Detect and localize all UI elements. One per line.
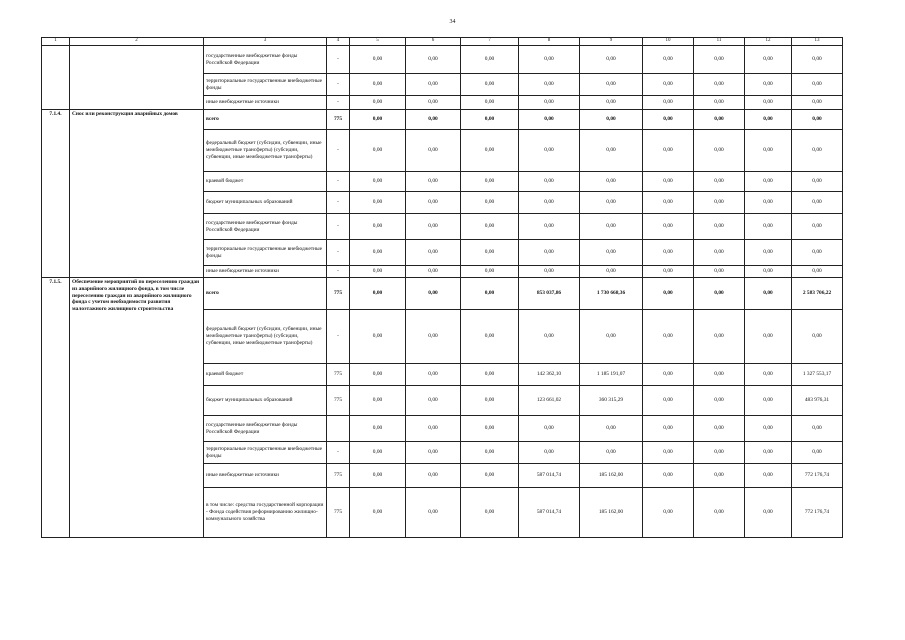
code-cell: - (327, 214, 350, 240)
amount-cell: 0,00 (694, 74, 745, 96)
amount-cell: 0,00 (694, 464, 745, 488)
amount-cell: 0,00 (745, 192, 792, 214)
amount-cell: 142 362,10 (519, 364, 580, 386)
amount-cell: 0,00 (406, 96, 461, 110)
amount-cell: 0,00 (406, 192, 461, 214)
amount-cell: 0,00 (461, 386, 519, 416)
amount-cell: 0,00 (519, 130, 580, 172)
amount-cell: 0,00 (350, 46, 406, 74)
table-row (42, 110, 843, 130)
measure-name: Снос или реконструкция аварийных домов (70, 110, 204, 278)
amount-cell: 0,00 (461, 416, 519, 442)
code-cell: - (327, 172, 350, 192)
amount-cell: 0,00 (461, 278, 519, 310)
funding-source: иные внебюджетные источники (204, 96, 327, 110)
funding-source: всего (204, 110, 327, 130)
funding-source: бюджет муниципальных образований (204, 386, 327, 416)
amount-cell: 0,00 (694, 310, 745, 364)
amount-cell: 0,00 (350, 240, 406, 266)
amount-cell: 0,00 (792, 46, 843, 74)
amount-cell: 0,00 (694, 278, 745, 310)
amount-cell: 0,00 (745, 278, 792, 310)
amount-cell: 0,00 (745, 74, 792, 96)
funding-source: в том числе: средства государственной корпорации - Фонда содействия реформированию жилищно-коммунального хозяйства (204, 488, 327, 538)
amount-cell: 0,00 (461, 214, 519, 240)
amount-cell: 0,00 (694, 364, 745, 386)
table-row (42, 46, 843, 74)
funding-source: территориальные государственные внебюджетные фонды (204, 240, 327, 266)
amount-cell: 0,00 (745, 310, 792, 364)
column-number: 7 (461, 38, 519, 46)
funding-source: государственные внебюджетные фонды Российской Федерации (204, 214, 327, 240)
amount-cell: 0,00 (350, 172, 406, 192)
amount-cell: 0,00 (694, 192, 745, 214)
amount-cell: 1 185 191,07 (580, 364, 643, 386)
amount-cell: 0,00 (792, 240, 843, 266)
column-number: 1 (42, 38, 70, 46)
amount-cell: 0,00 (792, 172, 843, 192)
amount-cell: 0,00 (745, 130, 792, 172)
amount-cell: 0,00 (406, 240, 461, 266)
amount-cell: 0,00 (694, 46, 745, 74)
amount-cell: 0,00 (350, 74, 406, 96)
amount-cell: 0,00 (643, 464, 694, 488)
funding-source: территориальные государственные внебюджетные фонды (204, 442, 327, 464)
column-number: 2 (70, 38, 204, 46)
amount-cell: 0,00 (694, 240, 745, 266)
column-number-row (42, 38, 843, 46)
code-cell: 775 (327, 464, 350, 488)
amount-cell: 0,00 (406, 364, 461, 386)
code-cell: - (327, 442, 350, 464)
code-cell: 775 (327, 488, 350, 538)
amount-cell: 0,00 (694, 488, 745, 538)
amount-cell: 0,00 (580, 130, 643, 172)
row-code (42, 46, 70, 110)
column-number: 6 (406, 38, 461, 46)
amount-cell: 0,00 (519, 416, 580, 442)
amount-cell: 0,00 (580, 240, 643, 266)
code-cell: - (327, 266, 350, 278)
amount-cell: 0,00 (519, 442, 580, 464)
amount-cell: 0,00 (519, 110, 580, 130)
amount-cell: 0,00 (580, 442, 643, 464)
amount-cell: 0,00 (350, 488, 406, 538)
amount-cell: 0,00 (745, 416, 792, 442)
amount-cell: 0,00 (643, 364, 694, 386)
amount-cell: 0,00 (580, 110, 643, 130)
column-number: 13 (792, 38, 843, 46)
amount-cell: 0,00 (406, 278, 461, 310)
amount-cell: 0,00 (643, 130, 694, 172)
code-cell: - (327, 240, 350, 266)
amount-cell: 0,00 (406, 110, 461, 130)
table-row (42, 278, 843, 310)
amount-cell: 0,00 (350, 214, 406, 240)
code-cell: 775 (327, 364, 350, 386)
amount-cell: 0,00 (643, 310, 694, 364)
amount-cell: 0,00 (461, 442, 519, 464)
amount-cell: 0,00 (745, 96, 792, 110)
amount-cell: 0,00 (519, 240, 580, 266)
amount-cell: 0,00 (350, 110, 406, 130)
amount-cell: 0,00 (694, 386, 745, 416)
amount-cell: 0,00 (694, 96, 745, 110)
funding-source: всего (204, 278, 327, 310)
amount-cell: 0,00 (745, 386, 792, 416)
amount-cell: 0,00 (694, 266, 745, 278)
row-code: 7.1.4. (42, 110, 70, 278)
amount-cell: 0,00 (792, 96, 843, 110)
amount-cell: 0,00 (643, 46, 694, 74)
amount-cell: 0,00 (580, 96, 643, 110)
amount-cell: 0,00 (792, 266, 843, 278)
amount-cell: 0,00 (461, 130, 519, 172)
amount-cell: 0,00 (350, 266, 406, 278)
amount-cell: 0,00 (745, 46, 792, 74)
amount-cell: 772 176,74 (792, 488, 843, 538)
amount-cell: 0,00 (350, 96, 406, 110)
amount-cell: 0,00 (350, 464, 406, 488)
amount-cell: 0,00 (406, 464, 461, 488)
column-number: 11 (694, 38, 745, 46)
code-cell: - (327, 46, 350, 74)
amount-cell: 2 583 706,22 (792, 278, 843, 310)
amount-cell: 0,00 (792, 416, 843, 442)
amount-cell: 0,00 (745, 488, 792, 538)
amount-cell: 0,00 (643, 488, 694, 538)
amount-cell: 0,00 (792, 130, 843, 172)
funding-source: государственные внебюджетные фонды Российской Федерации (204, 46, 327, 74)
amount-cell: 587 014,74 (519, 464, 580, 488)
column-number: 4 (327, 38, 350, 46)
funding-source: иные внебюджетные источники (204, 464, 327, 488)
code-cell: 775 (327, 278, 350, 310)
amount-cell: 0,00 (350, 310, 406, 364)
amount-cell: 0,00 (580, 266, 643, 278)
amount-cell: 0,00 (406, 442, 461, 464)
amount-cell: 0,00 (643, 96, 694, 110)
amount-cell: 0,00 (643, 192, 694, 214)
amount-cell: 0,00 (406, 130, 461, 172)
amount-cell: 772 176,74 (792, 464, 843, 488)
column-number: 9 (580, 38, 643, 46)
code-cell: - (327, 96, 350, 110)
amount-cell: 0,00 (350, 130, 406, 172)
amount-cell: 0,00 (745, 240, 792, 266)
amount-cell: 0,00 (519, 74, 580, 96)
amount-cell: 0,00 (694, 416, 745, 442)
amount-cell: 185 162,00 (580, 488, 643, 538)
amount-cell: 0,00 (519, 46, 580, 74)
amount-cell: 0,00 (745, 172, 792, 192)
amount-cell: 0,00 (643, 416, 694, 442)
measure-name: Обеспечение мероприятий по переселению граждан из аварийного жилищного фонда, в том числе переселению граждан из аварийного жилищного фонда с учетом необходимости развития малоэтажного жилищного строительства (70, 278, 204, 538)
amount-cell: 0,00 (694, 172, 745, 192)
amount-cell: 0,00 (745, 110, 792, 130)
code-cell (327, 416, 350, 442)
funding-source: краевой бюджет (204, 364, 327, 386)
amount-cell: 0,00 (580, 46, 643, 74)
amount-cell: 0,00 (461, 46, 519, 74)
amount-cell: 0,00 (643, 266, 694, 278)
amount-cell: 587 014,74 (519, 488, 580, 538)
code-cell: - (327, 74, 350, 96)
code-cell: 775 (327, 110, 350, 130)
amount-cell: 0,00 (745, 266, 792, 278)
amount-cell: 0,00 (461, 240, 519, 266)
funding-source: федеральный бюджет (субсидии, субвенции, иные межбюджетные трансферты) (субсидии, субвенции, иные межбюджетные трансферты) (204, 310, 327, 364)
funding-source: бюджет муниципальных образований (204, 192, 327, 214)
amount-cell: 0,00 (519, 96, 580, 110)
amount-cell: 0,00 (643, 74, 694, 96)
amount-cell: 0,00 (350, 192, 406, 214)
amount-cell: 0,00 (406, 488, 461, 538)
amount-cell: 1 327 553,17 (792, 364, 843, 386)
amount-cell: 185 162,00 (580, 464, 643, 488)
amount-cell: 0,00 (519, 266, 580, 278)
amount-cell: 0,00 (745, 364, 792, 386)
funding-source: государственные внебюджетные фонды Российской Федерации (204, 416, 327, 442)
amount-cell: 0,00 (643, 240, 694, 266)
amount-cell: 0,00 (461, 192, 519, 214)
amount-cell: 0,00 (461, 464, 519, 488)
amount-cell: 0,00 (694, 442, 745, 464)
amount-cell: 0,00 (350, 278, 406, 310)
amount-cell: 0,00 (643, 278, 694, 310)
amount-cell: 0,00 (745, 214, 792, 240)
amount-cell: 0,00 (643, 110, 694, 130)
code-cell: - (327, 130, 350, 172)
amount-cell: 0,00 (406, 310, 461, 364)
column-number: 8 (519, 38, 580, 46)
funding-source: краевой бюджет (204, 172, 327, 192)
amount-cell: 0,00 (519, 192, 580, 214)
amount-cell: 0,00 (461, 488, 519, 538)
amount-cell: 0,00 (519, 214, 580, 240)
column-number: 5 (350, 38, 406, 46)
code-cell: - (327, 310, 350, 364)
amount-cell: 1 730 668,36 (580, 278, 643, 310)
amount-cell: 0,00 (406, 46, 461, 74)
amount-cell: 0,00 (350, 442, 406, 464)
amount-cell: 0,00 (792, 214, 843, 240)
row-code: 7.1.5. (42, 278, 70, 538)
amount-cell: 0,00 (643, 442, 694, 464)
amount-cell: 0,00 (580, 172, 643, 192)
amount-cell: 0,00 (580, 214, 643, 240)
measure-name (70, 46, 204, 110)
amount-cell: 0,00 (792, 110, 843, 130)
amount-cell: 0,00 (406, 416, 461, 442)
amount-cell: 0,00 (461, 96, 519, 110)
amount-cell: 360 315,29 (580, 386, 643, 416)
amount-cell: 0,00 (350, 416, 406, 442)
amount-cell: 0,00 (643, 214, 694, 240)
amount-cell: 0,00 (406, 214, 461, 240)
amount-cell: 0,00 (580, 310, 643, 364)
page-number: 34 (449, 19, 456, 25)
amount-cell: 0,00 (406, 172, 461, 192)
amount-cell: 0,00 (580, 192, 643, 214)
amount-cell: 0,00 (519, 172, 580, 192)
amount-cell: 0,00 (792, 442, 843, 464)
amount-cell: 0,00 (461, 74, 519, 96)
amount-cell: 0,00 (694, 214, 745, 240)
amount-cell: 0,00 (643, 172, 694, 192)
column-number: 12 (745, 38, 792, 46)
amount-cell: 0,00 (694, 110, 745, 130)
budget-table (41, 37, 843, 538)
amount-cell: 123 661,02 (519, 386, 580, 416)
amount-cell: 0,00 (792, 310, 843, 364)
amount-cell: 0,00 (792, 192, 843, 214)
amount-cell: 0,00 (580, 74, 643, 96)
funding-source: федеральный бюджет (субсидии, субвенции, иные межбюджетные трансферты) (субсидии, субвенции, иные межбюджетные трансферты) (204, 130, 327, 172)
funding-source: иные внебюджетные источники (204, 266, 327, 278)
column-number: 3 (204, 38, 327, 46)
amount-cell: 0,00 (694, 130, 745, 172)
funding-source: территориальные государственные внебюджетные фонды (204, 74, 327, 96)
amount-cell: 0,00 (745, 464, 792, 488)
column-number: 10 (643, 38, 694, 46)
amount-cell: 0,00 (519, 310, 580, 364)
amount-cell: 0,00 (792, 74, 843, 96)
code-cell: - (327, 192, 350, 214)
amount-cell: 0,00 (406, 266, 461, 278)
amount-cell: 0,00 (580, 416, 643, 442)
amount-cell: 0,00 (350, 386, 406, 416)
amount-cell: 0,00 (406, 386, 461, 416)
amount-cell: 0,00 (461, 310, 519, 364)
code-cell: 775 (327, 386, 350, 416)
amount-cell: 0,00 (643, 386, 694, 416)
amount-cell: 0,00 (350, 364, 406, 386)
amount-cell: 853 037,86 (519, 278, 580, 310)
amount-cell: 483 976,31 (792, 386, 843, 416)
amount-cell: 0,00 (461, 364, 519, 386)
amount-cell: 0,00 (461, 110, 519, 130)
amount-cell: 0,00 (461, 266, 519, 278)
amount-cell: 0,00 (406, 74, 461, 96)
amount-cell: 0,00 (745, 442, 792, 464)
amount-cell: 0,00 (461, 172, 519, 192)
